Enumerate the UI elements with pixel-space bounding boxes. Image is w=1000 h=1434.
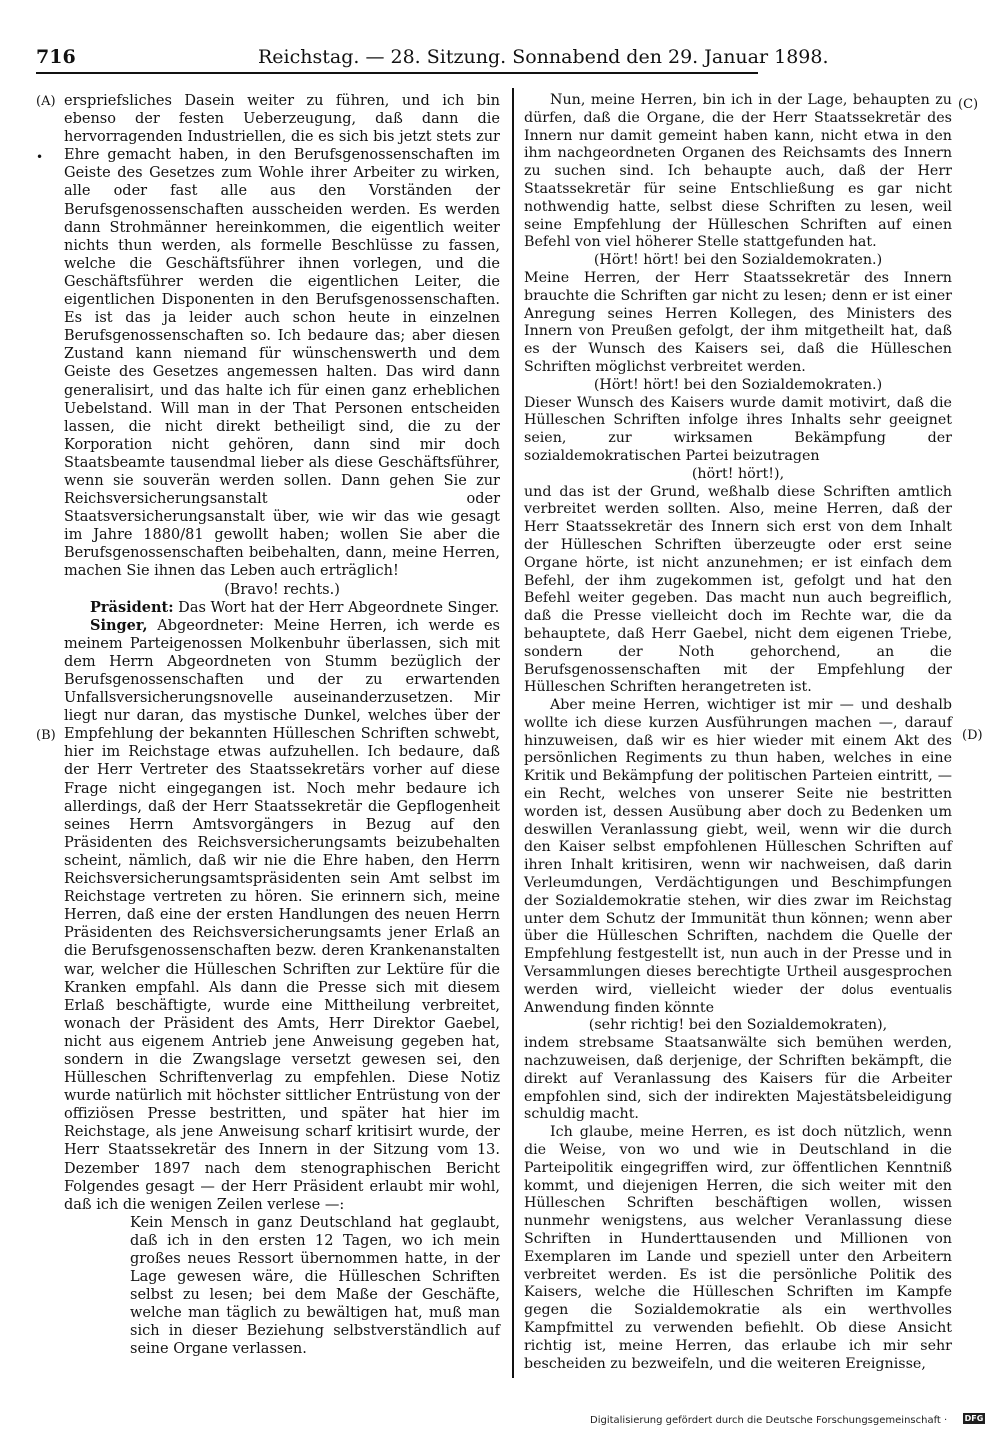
speech-text: Abgeordneter: Meine Herren, ich werde es meinem Parteigenossen Molkenbuhr überlassen, sich mit dem Herrn Abgeordneten von Stumm bezüglich der Berufsgenossenschaften und der zu erwartenden Unfallsversicherungsnovelle auseinanderzusetzen. Mir liegt nur daran, das mystische Dunkel, welches über der Empfehlung der bekannten Hülleschen Schriften schwebt, hier im Reichstage etwas aufzuhellen. Ich bedaure, daß der Herr Vertreter des Staatssekretärs vorher auf diese Frage nicht eingegangen ist. Noch mehr bedaure ich allerdings, daß der Herr Staatssekretär die Gepflogenheit seines Herrn Amtsvorgängers in Bezug auf den Präsidenten des Reichsversicherungsamts beizubehalten scheint, nämlich, daß wir nie die Ehre haben, den Herrn Reichsversicherungsamtspräsidenten sein Amt selbst im Reichstage vertreten zu hören. Sie erinnern sich, meine Herren, daß eine der ersten Handlungen des neuen Herrn Präsidenten des Reichsversicherungsamts jener Erlaß an die Berufsgenossenschaften bezw. deren Krankenanstalten war, welcher die Hülleschen Schriften zur Lektüre für die Kranken empfahl. Als dann die Presse sich mit diesem Erlaß beschäftigte, wurde eine Mittheilung verbreitet, wonach der Präsident des Amts, Herr Direktor Gaebel, nicht aus eigenem Antrieb jene Anweisung gegeben hat, sondern in die Zwangslage versetzt gewesen sei, den Hülleschen Schriftenverlag zu empfehlen. Diese Notiz wurde natürlich mit höchster sittlicher Entrüstung von der offiziösen Presse bestritten, und später hat hier im Reichstage, als jene Anweisung scharf kritisirt wurde, der Herr Staatssekretär des Innern in der Sitzung vom 13. Dezember 1897 nach dem stenographischen Bericht Folgendes gesagt — der Herr Präsident erlaubt mir wohl, daß ich die wenigen Zeilen verlese —: xyxy=(64,617,500,1213)
paragraph: erspriefsliches Dasein weiter zu führen, und ich bin ebenso der festen Ueberzeugung, daß dann die hervorragenden Industriellen, die es sich bis jetzt stets zur Ehre gemacht haben, in den Berufsgenossenschaften im Geiste des Gesetzes zum Wohle ihrer Arbeiter zu wirken, alle oder fast alle aus den Vorständen der Berufsgenossenschaften ausscheiden werden. Es werden dann Strohmänner hereinkommen, die eigentlich weiter nichts thun werden, als formelle Beschlüsse zu fassen, welche die Geschäftsführer ihnen vorlegen, und die Geschäftsführer werden die eigentlichen Leiter, die eigentlichen Disponenten in den Berufsgenossenschaften. Es ist das ja leider auch schon heute in einzelnen Berufsgenossenschaften so. Ich bedaure das; aber diesen Zustand kann niemand für wünschenswerth und dem Geiste des Gesetzes angemessen halten. Das wird dann generalisirt, und das halte ich für einen ganz erheblichen Uebelstand. Will man in der That Personen entscheiden lassen, die nicht direkt betheiligt sind, die zu der Korporation nicht gehören, dann sind mir doch Staatsbeamte tausendmal lieber als diese Geschäftsführer, wenn sie souverän werden sollen. Dann gehen Sie zur Reichsversicherungsanstalt oder Staatsversicherungsanstalt über, wie wir das wie gesagt im Jahre 1880/81 gewollt haben; wollen Sie aber die Berufsgenossenschaften beibehalten, dann, meine Herren, machen Sie ihnen das Leben auch erträglich! xyxy=(64,93,500,580)
block-quote: Kein Mensch in ganz Deutschland hat geglaubt, daß ich in den ersten 12 Tagen, wo ich mein großes neues Ressort übernommen hatte, in der Lage gewesen wäre, die Hülleschen Schriften selbst zu lesen; bei dem Maße der Geschäfte, welche man täglich zu bewältigen hat, muß man sich in dieser Beziehung selbstverständlich auf seine Organe verlassen. xyxy=(130,1214,500,1358)
digitization-credit: Digitalisierung gefördert durch die Deutsche Forschungsgemeinschaft · xyxy=(590,1415,948,1426)
interjection: (Hört! hört! bei den Sozialdemokraten.) xyxy=(593,252,883,269)
speaker-name: Singer, xyxy=(90,616,148,634)
right-column xyxy=(524,92,952,1373)
paragraph: und das ist der Grund, weßhalb diese Schriften amtlich verbreitet werden sollten. Also, meine Herren, daß der Herr Staatssekretär des Innern sich erst von dem Inhalt der Hülleschen Schriften überzeugte oder erst seine Organe hörte, ist nicht anzunehmen; er ist einfach dem Befehl, der ihm zugekommen ist, gefolgt und hat den Befehl weiter gegeben. Das macht nun auch begreiflich, daß die Presse vielleicht doch im Rechte war, die da behauptete, daß Herr Gaebel, nicht dem eigenen Triebe, sondern der Noth gehorchend, an die Berufsgenossenschaften mit der Empfehlung der Hülleschen Schriften herangetreten ist. xyxy=(524,483,952,696)
interjection: (sehr richtig! bei den Sozialdemokraten), xyxy=(588,1017,888,1034)
paragraph: Meine Herren, der Herr Staatssekretär des Innern brauchte die Schriften gar nicht zu lesen; denn er ist einer Anregung seines Herren Kollegen, des Ministers des Innern von Preußen gefolgt, der ihm mitgetheilt hat, daß es der Wunsch des Kaisers sei, daß die Hülleschen Schriften möglichst verbreitet werden. xyxy=(524,269,952,375)
dfg-logo: DFG xyxy=(964,1414,984,1423)
column-divider xyxy=(512,88,514,1378)
speaker-name: Präsident: xyxy=(90,598,174,616)
paragraph: Ich glaube, meine Herren, es ist doch nützlich, wenn die Weise, von wo und wie in Deutschland in die Parteipolitik eingegriffen wird, zur öffentlichen Kenntniß kommt, und diejenigen Herren, die sich weiter mit den Hülleschen Schriften beschäftigen wollen, wissen nunmehr wenigstens, aus welcher Veranlassung diese Schriften in Hunderttausenden und Millionen von Exemplaren im Lande und speziell unter den Arbeitern verbreitet werden. Es ist die persönliche Politik des Kaisers, welche die Hülleschen Schriften im Kampfe gegen die Sozialdemokratie als ein werthvolles Kampfmittel zu verwenden befiehlt. Ob diese Ansicht richtig ist, meine Herren, das erlaube ich mir sehr bescheiden zu bezweifeln, und die weiteren Ereignisse, xyxy=(524,1124,952,1372)
page-number: 716 xyxy=(36,46,76,68)
interjection: (Bravo! rechts.) xyxy=(224,581,340,598)
margin-mark-b: (B) xyxy=(36,728,56,743)
interjection: (hört! hört!), xyxy=(691,465,785,482)
margin-bullet: • xyxy=(36,150,44,164)
paragraph: Dieser Wunsch des Kaisers wurde damit motivirt, daß die Hülleschen Schriften infolge ihres Inhalts sehr geeignet seien, zur wirksamen Bekämpfung der sozialdemokratischen Partei beizutragen xyxy=(524,394,952,464)
margin-mark-d: (D) xyxy=(962,728,983,743)
paragraph: indem strebsame Staatsanwälte sich bemühen werden, nachzuweisen, daß derjenige, der Schriften bekämpft, die direkt auf Veranlassung des Kaisers für die Arbeiter empfohlen sind, sich der indirekten Majestätsbeleidigung schuldig macht. xyxy=(524,1035,952,1123)
paragraph-text: Anwendung finden könnte xyxy=(524,999,715,1016)
header-rule xyxy=(36,72,758,74)
margin-mark-c: (C) xyxy=(958,97,979,112)
speech-text: Das Wort hat der Herr Abgeordnete Singer. xyxy=(173,599,500,616)
paragraph xyxy=(64,599,500,617)
latin-phrase: dolus eventualis xyxy=(841,982,952,997)
paragraph xyxy=(64,617,500,1214)
left-column xyxy=(64,92,500,1359)
running-head: Reichstag. — 28. Sitzung. Sonnabend den 29. Januar 1898. xyxy=(258,46,829,68)
margin-mark-a: (A) xyxy=(36,94,56,109)
paragraph xyxy=(524,697,952,1017)
paragraph: Nun, meine Herren, bin ich in der Lage, behaupten zu dürfen, daß die Organe, die der Herr Staatssekretär des Innern nur damit gemeint haben kann, nicht etwa in den ihm nachgeordneten Organen des Reichsamts des Innern zu suchen sind. Ich behaupte auch, daß der Herr Staatssekretär für seine Entschließung es gar nicht nothwendig hatte, selbst diese Schriften zu lesen, weil seine Empfehlung der Hülleschen Schriften auf einen Befehl von viel höherer Stelle stattgefunden hat. xyxy=(524,92,952,251)
page-header xyxy=(36,46,829,74)
paragraph-text: Aber meine Herren, wichtiger ist mir — und deshalb wollte ich diese kurzen Ausführungen machen —, darauf hinzuweisen, daß wir es hier wieder mit einem Akt des persönlichen Regiments zu thun haben, welches in eine Kritik und Bekämpfung der politischen Parteien eintritt, — ein Recht, welches von unserer Seite nie bestritten worden ist, dessen Ausübung aber doch zu Bedenken um deswillen Veranlassung giebt, weil, wenn wir die durch den Kaiser selbst empfohlenen Hülleschen Schriften auf ihren Inhalt kritisiren, wenn wir nachweisen, daß darin Verleumdungen, Verdächtigungen und Beschimpfungen der Sozialdemokratie stehen, wir dies zwar im Reichstag unter dem Schutz der Immunität thun können; wenn aber über die Hülleschen Schriften, nachdem die Quelle der Empfehlung festgestellt ist, nun auch in der Presse und in Versammlungen dieses berechtigte Urtheil ausgesprochen werden wird, vielleicht wieder der xyxy=(524,697,952,998)
interjection: (Hört! hört! bei den Sozialdemokraten.) xyxy=(593,376,883,393)
